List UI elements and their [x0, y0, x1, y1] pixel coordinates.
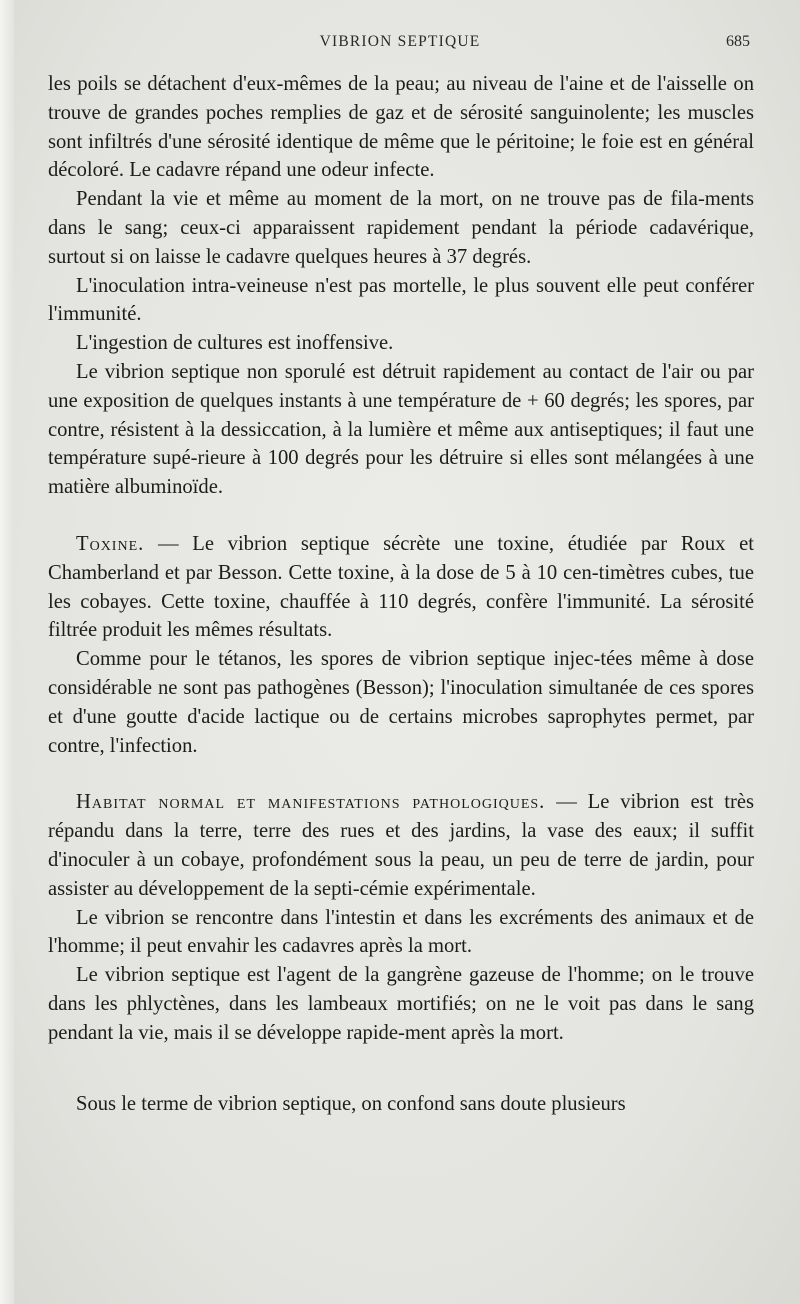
paragraph-ingestion: L'ingestion de cultures est inoffensive.: [76, 332, 394, 355]
section-habitat: [48, 788, 754, 903]
paragraph-intestin: Le vibrion se rencontre dans l'intestin et dans les excréments des animaux et de l'homme; il peut envahir les cadavres après la mort.: [48, 906, 754, 958]
running-head: [0, 33, 800, 57]
paragraph-final: Sous le terme de vibrion septique, on confond sans doute plusieurs: [76, 1092, 626, 1115]
running-title: VIBRION SEPTIQUE: [319, 33, 481, 50]
paragraph-gangrene: Le vibrion septique est l'agent de la gangrène gazeuse de l'homme; on le trouve dans les phlyctènes, dans les lambeaux mortifiés; on ne le voit pas dans le sang pendant la vie, mais il se développe rapide-ment après la mort.: [48, 964, 754, 1044]
section-heading-habitat: Habitat normal et manifestations pathologiques.: [76, 791, 546, 814]
page-number: 685: [726, 33, 750, 50]
section-text-toxine: — Le vibrion septique sécrète une toxine, étudiée par Roux et Chamberland et par Besson. Cette toxine, à la dose de 5 à 10 cen-timètres cubes, tue les cobayes. Cette toxine, chauffée à 110 degrés, confère l'immunité. La sérosité filtrée produit les mêmes résultats.: [48, 532, 754, 642]
body-text: [48, 70, 754, 1118]
paragraph-tetanos-comparison: Comme pour le tétanos, les spores de vibrion septique injec-tées même à dose considérable ne sont pas pathogènes (Besson); l'inoculation simultanée de ces spores et d'une goutte d'acide lactique ou de certains microbes saprophytes permet, par contre, l'infection.: [48, 648, 754, 757]
section-toxine: [48, 530, 754, 645]
paragraph-inoculation: L'inoculation intra-veineuse n'est pas mortelle, le plus souvent elle peut conférer l'immunité.: [48, 274, 754, 326]
paragraph-filaments: Pendant la vie et même au moment de la mort, on ne trouve pas de fila-ments dans le sang; ceux-ci apparaissent rapidement pendant la période cadavérique, surtout si on laisse le cadavre quelques heures à 37 degrés.: [48, 188, 754, 268]
paragraph-cadaver-description: les poils se détachent d'eux-mêmes de la peau; au niveau de l'aine et de l'aisselle on trouve de grandes poches remplies de gaz et de sérosité sanguinolente; les muscles sont infiltrés d'une sérosité identique de même que le péritoine; le foie est en général décoloré. Le cadavre répand une odeur infecte.: [48, 73, 754, 182]
paragraph-resistance: Le vibrion septique non sporulé est détruit rapidement au contact de l'air ou par une exposition de quelques instants à une température de + 60 degrés; les spores, par contre, résistent à la dessiccation, à la lumière et même aux antiseptiques; il faut une température supé-rieure à 100 degrés pour les détruire si elles sont mélangées à une matière albuminoïde.: [48, 360, 754, 499]
page-edge: [0, 0, 14, 1304]
section-text-habitat: — Le vibrion est très répandu dans la terre, terre des rues et des jardins, la vase des eaux; il suffit d'inoculer à un cobaye, profondément sous la peau, un peu de terre de jardin, pour assister au développement de la septi-cémie expérimentale.: [48, 791, 755, 900]
section-heading-toxine: Toxine.: [76, 532, 145, 555]
